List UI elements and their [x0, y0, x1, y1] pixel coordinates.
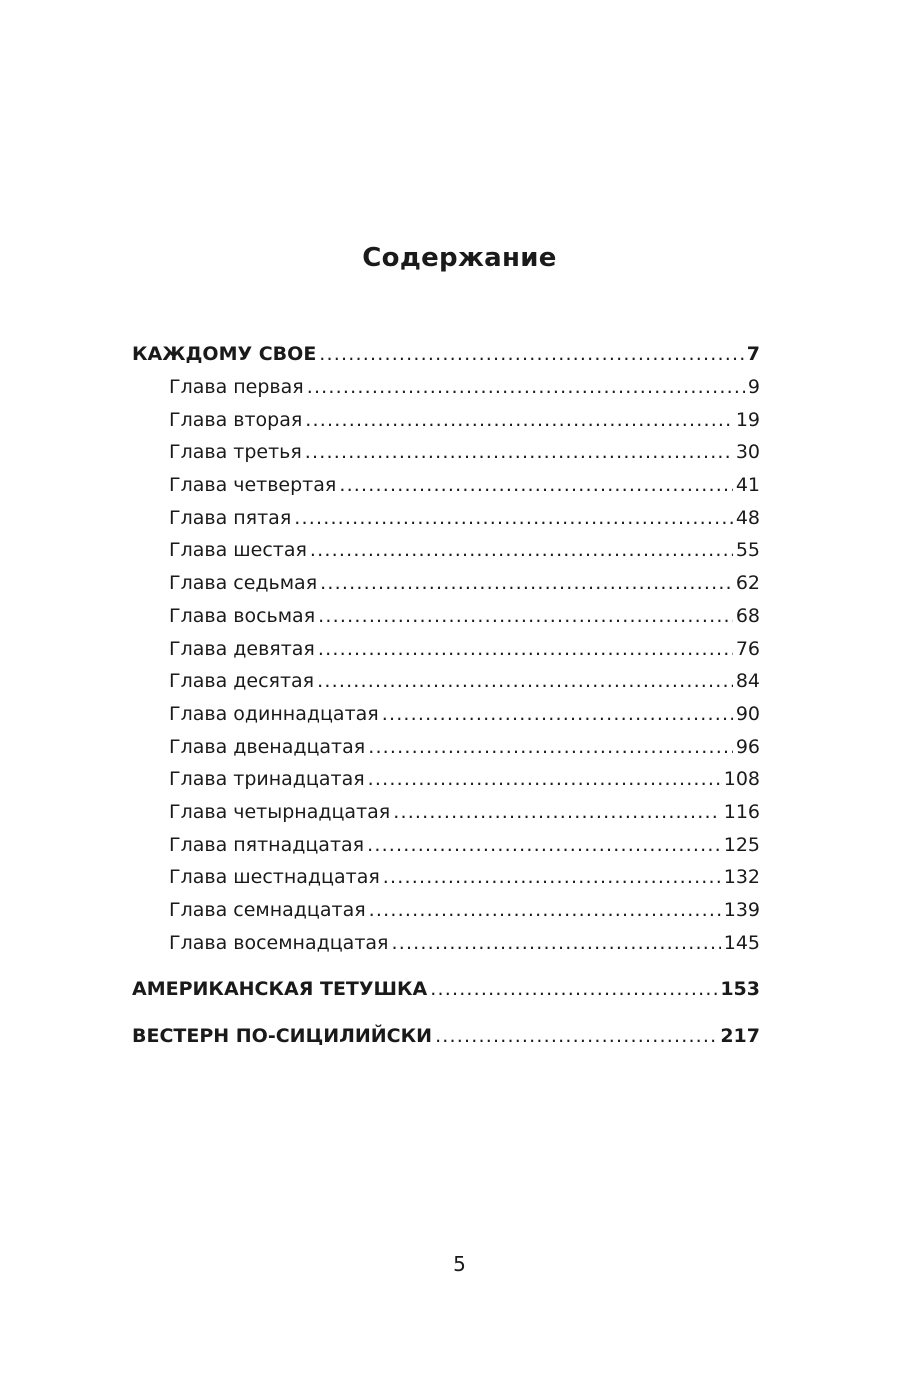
toc-entry-chapter: [132, 927, 760, 960]
dot-leader: [310, 534, 733, 567]
toc-entry-page: 132: [723, 866, 760, 889]
toc-entry-page: 7: [746, 343, 760, 365]
toc-entry-page: 62: [735, 572, 760, 595]
toc-entry-label: ВЕСТЕРН ПО-СИЦИЛИЙСКИ: [132, 1025, 433, 1048]
toc-entry-chapter: [132, 796, 760, 829]
toc-entry-page: 145: [723, 931, 760, 954]
dot-leader: [368, 731, 733, 764]
dot-leader: [320, 567, 733, 600]
dot-leader: [382, 698, 733, 731]
toc-entry-chapter: [132, 665, 760, 698]
dot-leader: [368, 763, 721, 796]
dot-leader: [383, 861, 721, 894]
toc-entry-chapter: [132, 861, 760, 894]
dot-leader: [430, 973, 717, 1006]
toc-entry-label: Глава десятая: [169, 670, 315, 693]
toc-entry-label: Глава пятнадцатая: [169, 833, 365, 856]
toc-entry-chapter: [132, 731, 760, 764]
toc-entry-chapter: [132, 763, 760, 796]
dot-leader: [317, 665, 733, 698]
toc-entry-label: АМЕРИКАНСКАЯ ТЕТУШКА: [132, 978, 428, 1001]
toc-entry-chapter: [132, 502, 760, 535]
dot-leader: [305, 404, 733, 437]
dot-leader: [435, 1020, 717, 1053]
toc-entry-chapter: [132, 567, 760, 600]
toc-entry-chapter: [132, 534, 760, 567]
toc-entry-label: Глава пятая: [169, 506, 292, 529]
page-title: Содержание: [362, 243, 557, 273]
toc-entry-page: 108: [723, 768, 760, 791]
dot-leader: [393, 796, 721, 829]
toc-entry-page: 55: [735, 539, 760, 562]
toc-entry-label: Глава семнадцатая: [169, 899, 366, 921]
toc-entry-page: 96: [735, 735, 760, 758]
toc-entry-page: 9: [747, 376, 760, 398]
dot-leader: [367, 829, 721, 862]
dot-leader: [305, 436, 733, 469]
toc-entry-label: Глава восемнадцатая: [169, 931, 389, 954]
toc-entry-page: 139: [723, 899, 760, 921]
toc-entry-chapter: [132, 829, 760, 862]
toc-entry-label: Глава третья: [169, 441, 302, 464]
dot-leader: [318, 600, 733, 633]
toc-entry-chapter: [132, 371, 760, 404]
toc-entry-part: [132, 973, 760, 1006]
toc-entry-label: Глава вторая: [169, 408, 303, 431]
dot-leader: [369, 894, 721, 927]
dot-leader: [339, 469, 732, 502]
toc-entry-label: КАЖДОМУ СВОЕ: [132, 343, 317, 365]
toc-entry-page: 90: [735, 702, 760, 725]
toc-entry-label: Глава девятая: [169, 637, 315, 660]
toc-entry-label: Глава тринадцатая: [169, 768, 365, 791]
toc-entry-chapter: [132, 600, 760, 633]
toc-entry-label: Глава четвертая: [169, 474, 337, 497]
dot-leader: [307, 371, 745, 404]
toc-entry-chapter: [132, 698, 760, 731]
toc-entry-page: 76: [735, 637, 760, 660]
toc-entry-label: Глава седьмая: [169, 572, 318, 595]
page-number: 5: [453, 1252, 466, 1276]
toc-entry-label: Глава шестая: [169, 539, 307, 562]
toc-entry-label: Глава четырнадцатая: [169, 800, 391, 823]
toc-entry-page: 116: [723, 800, 760, 823]
toc-entry-chapter: [132, 404, 760, 437]
toc-entry-chapter: [132, 633, 760, 666]
toc-entry-page: 125: [723, 833, 760, 856]
toc-entry-page: 153: [720, 978, 760, 1001]
dot-leader: [318, 633, 733, 666]
toc-entry-label: Глава двенадцатая: [169, 735, 366, 758]
toc-entry-chapter: [132, 436, 760, 469]
toc-entry-page: 30: [735, 441, 760, 464]
toc-entry-label: Глава первая: [169, 376, 304, 398]
toc-entry-page: 48: [735, 506, 760, 529]
toc-entry-chapter: [132, 894, 760, 927]
toc-entry-label: Глава восьмая: [169, 604, 316, 627]
toc-entry-label: Глава шестнадцатая: [169, 866, 380, 889]
toc-entry-part: [132, 338, 760, 371]
dot-leader: [391, 927, 720, 960]
toc-entry-page: 19: [735, 408, 760, 431]
toc-entry-page: 84: [735, 670, 760, 693]
toc-entry-page: 41: [735, 474, 760, 497]
toc-entry-chapter: [132, 469, 760, 502]
toc-entry-part: [132, 1020, 760, 1053]
dot-leader: [319, 338, 743, 371]
toc-entry-page: 68: [735, 604, 760, 627]
toc-entry-page: 217: [720, 1025, 760, 1048]
toc-entry-label: Глава одиннадцатая: [169, 702, 379, 725]
dot-leader: [294, 502, 733, 535]
table-of-contents: [132, 338, 760, 1053]
